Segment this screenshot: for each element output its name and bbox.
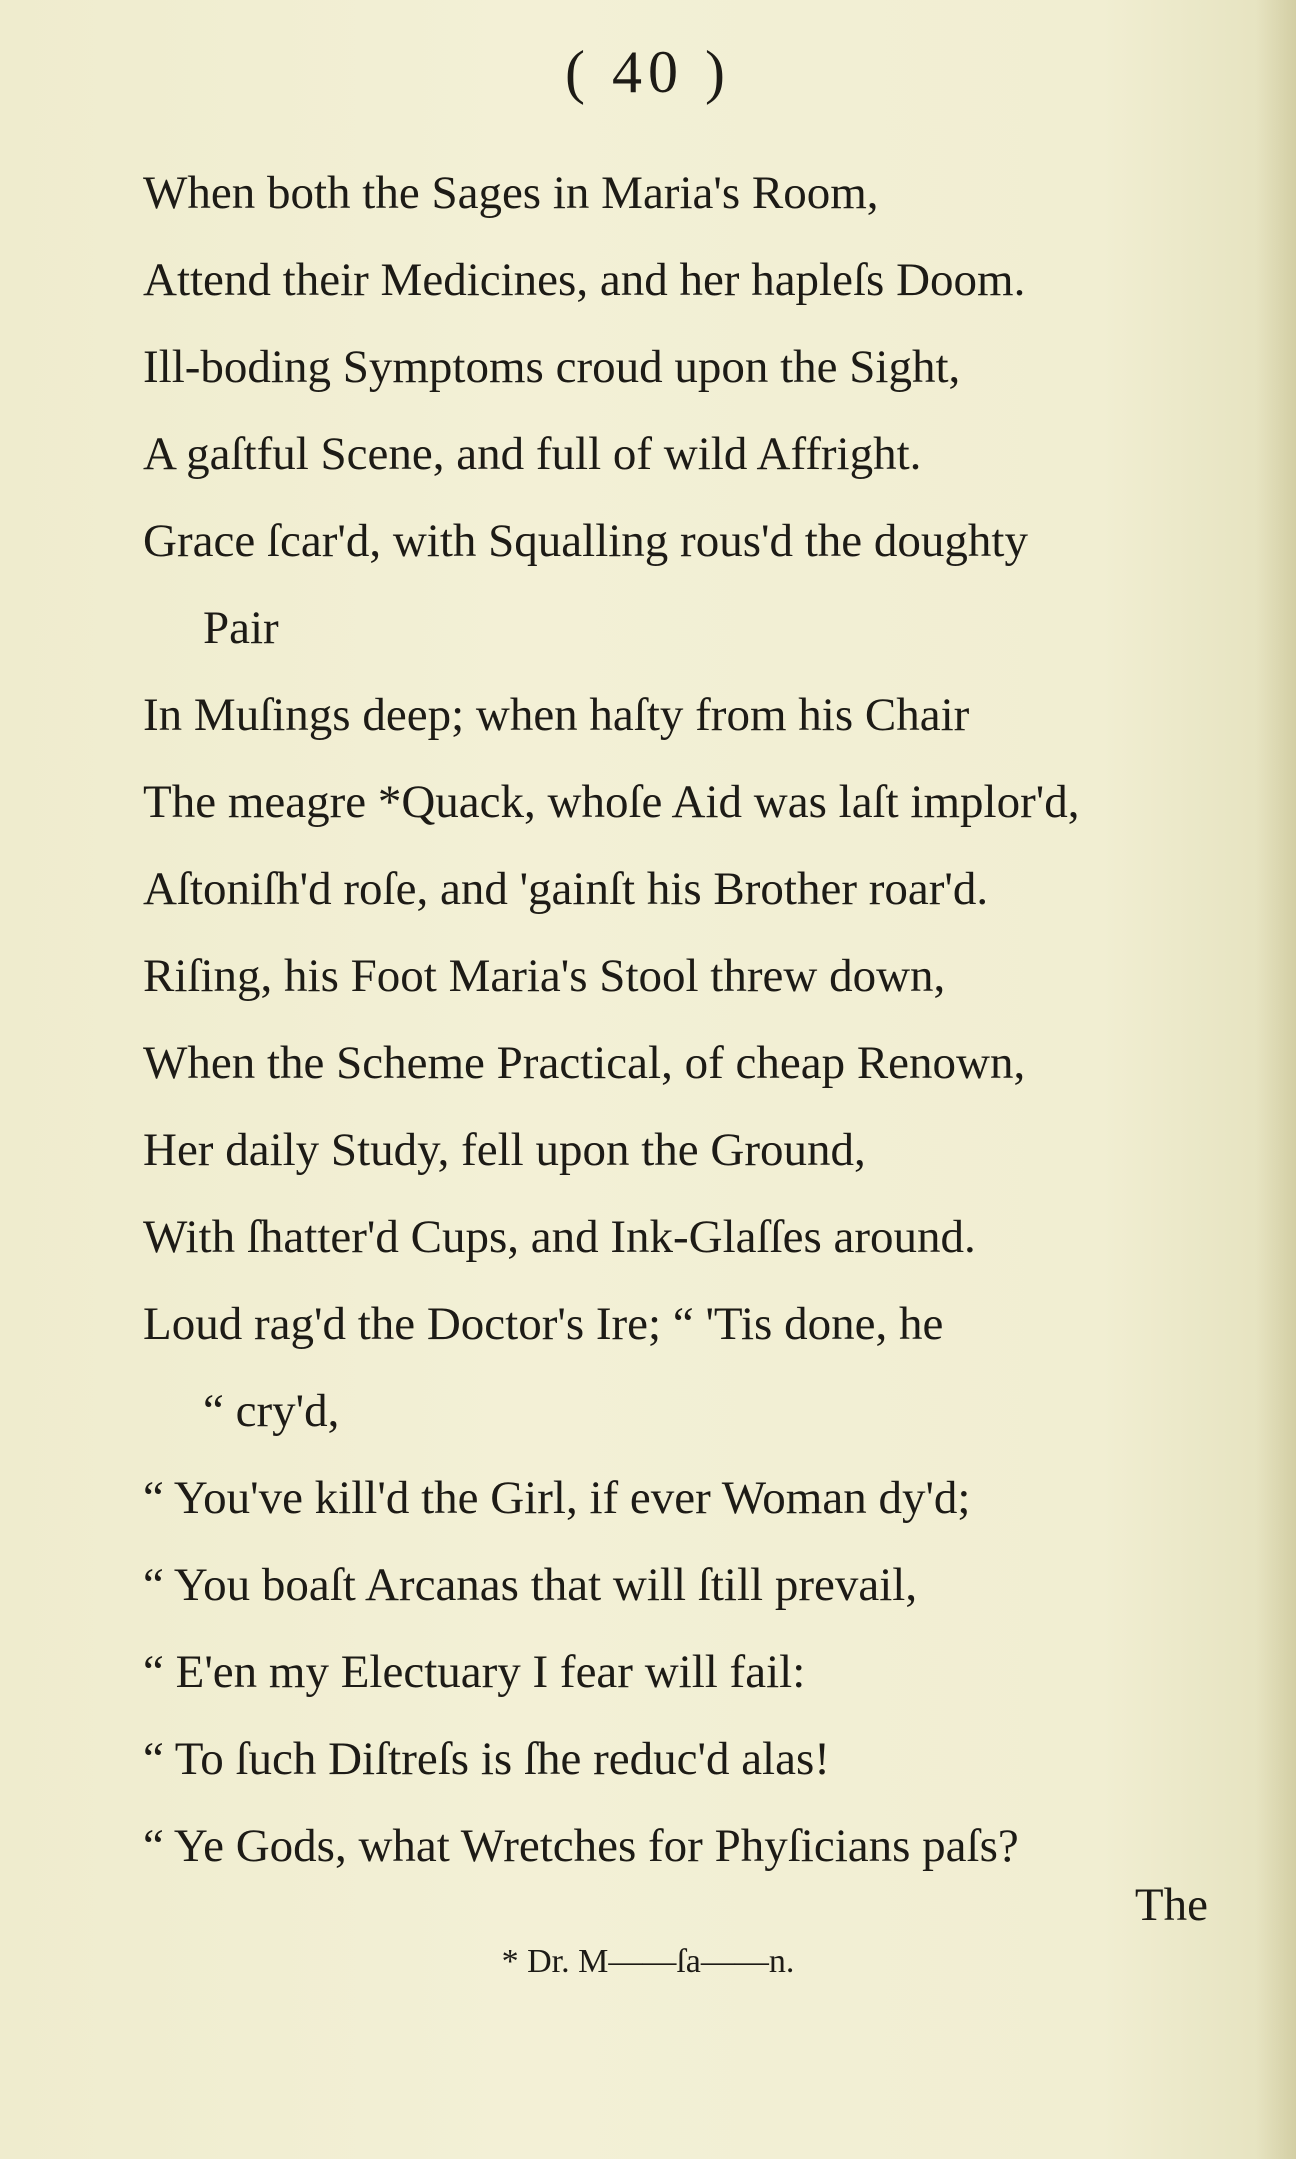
poem-line-continuation: “ cry'd, [203, 1385, 340, 1437]
poem-line: “ You boaſt Arcanas that will ſtill prevail, [143, 1559, 918, 1611]
poem-line: Riſing, his Foot Maria's Stool threw down, [143, 950, 946, 1002]
poem-line: Ill-boding Symptoms croud upon the Sight, [143, 341, 961, 393]
page-edge-shadow [1256, 0, 1296, 2159]
catchword: The [1134, 1879, 1208, 1931]
poem-line: When both the Sages in Maria's Room, [143, 167, 879, 219]
poem-line: Loud rag'd the Doctor's Ire; “ 'Tis done, he [143, 1298, 944, 1350]
poem-text [143, 150, 1203, 1890]
poem-line-continuation: Pair [203, 602, 279, 654]
poem-line: In Muſings deep; when haſty from his Chair [143, 689, 970, 741]
poem-line: The meagre *Quack, whoſe Aid was laſt implor'd, [143, 776, 1080, 828]
poem-line: Aſtoniſh'd roſe, and 'gainſt his Brother roar'd. [143, 863, 989, 915]
footnote: * Dr. M——ſa——n. [501, 1943, 795, 1980]
poem-line: Attend their Medicines, and her hapleſs Doom. [143, 254, 1026, 306]
page-number: ( 40 ) [565, 39, 731, 105]
poem-line: When the Scheme Practical, of cheap Renown, [143, 1037, 1026, 1089]
poem-line: A gaſtful Scene, and full of wild Affright. [143, 428, 922, 480]
poem-line: “ To ſuch Diſtreſs is ſhe reduc'd alas! [143, 1733, 830, 1785]
poem-line: Her daily Study, fell upon the Ground, [143, 1124, 866, 1176]
poem-line: Grace ſcar'd, with Squalling rous'd the doughty [143, 515, 1028, 567]
poem-line: “ You've kill'd the Girl, if ever Woman dy'd; [143, 1472, 971, 1524]
poem-line: “ E'en my Electuary I fear will fail: [143, 1646, 806, 1698]
poem-line: With ſhatter'd Cups, and Ink-Glaſſes around. [143, 1211, 976, 1263]
poem-line: “ Ye Gods, what Wretches for Phyſicians paſs? [143, 1820, 1019, 1872]
